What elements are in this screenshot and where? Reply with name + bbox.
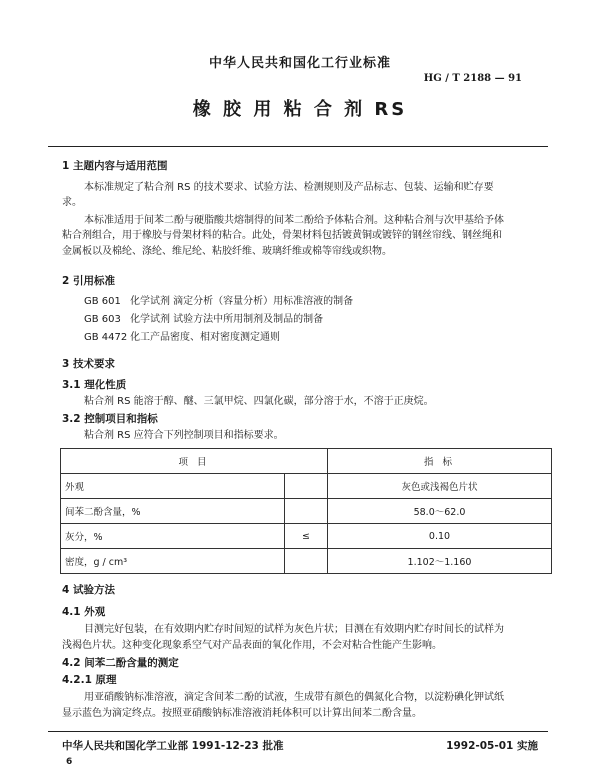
section-4-1-heading: 4.1 外观 [62,606,106,618]
reference-item [84,294,353,309]
document-title: 橡 胶 用 粘 合 剂 RS [192,99,408,120]
row-symbol [285,549,328,574]
reference-title: 化工产品密度、相对密度测定通则 [130,332,280,343]
section-3-2-text: 粘合剂 RS 应符合下列控制项目和指标要求。 [84,430,284,441]
section-4-1-line-1: 目测完好包装，在有效期内贮存时间短的试样为灰色片状；目测在有效期内贮存时间长的试样为 [84,624,504,635]
approval-note: 中华人民共和国化学工业部 1991-12-23 批准 [62,740,284,752]
section-4-2-1-line-2: 显示蓝色为滴定终点。按照亚硝酸钠标准溶液消耗体积可以计算出间苯二酚含量。 [62,708,422,719]
section-3-1-text: 粘合剂 RS 能溶于醇、醚、三氯甲烷、四氯化碳，部分溶于水，不溶于正庚烷。 [84,396,434,407]
section-4-2-1-heading: 4.2.1 原理 [62,674,117,686]
footer-divider [48,731,548,732]
row-item: 外观 [61,474,285,499]
reference-code: GB 4472 [84,332,128,343]
table-row [61,524,552,549]
row-value: 灰色或浅褐色片状 [328,474,552,499]
reference-item [84,312,323,327]
row-symbol [285,474,328,499]
column-header-value: 指 标 [328,449,552,474]
section-1-paragraph-2-line-1: 本标准适用于间苯二酚与硬脂酸共熔制得的间苯二酚给予体粘合剂。这种粘合剂与次甲基给予体 [84,215,504,226]
table-header-row [61,449,552,474]
row-value: 0.10 [328,524,552,549]
section-4-1-line-2: 浅褐色片状。这种变化现象系空气对产品表面的氧化作用，不会对粘合性能产生影响。 [62,640,442,651]
row-symbol: ≤ [285,524,328,549]
reference-title: 化学试剂 滴定分析（容量分析）用标准溶液的制备 [130,296,354,307]
section-3-2-heading: 3.2 控制项目和指标 [62,413,158,425]
row-item: 灰分，% [61,524,285,549]
section-1-heading: 1 主题内容与适用范围 [62,160,168,172]
page-number: 6 [66,757,73,767]
row-item: 密度，g / cm³ [61,549,285,574]
section-1-paragraph-2-line-2: 粘合剂组合，用于橡胶与骨架材料的粘合。此处，骨架材料包括镀黄铜或镀锌的钢丝帘线、钢丝绳和 [62,230,502,241]
section-1-paragraph-2-line-3: 金属板以及棉纶、涤纶、维尼纶、粘胶纤维、玻璃纤维或棉等帘线或织物。 [62,246,392,257]
reference-item [84,330,280,345]
section-4-2-1-line-1: 用亚硝酸钠标准溶液，滴定含间苯二酚的试液，生成带有颜色的偶氮化合物，以淀粉碘化钾试纸 [84,692,504,703]
section-4-heading: 4 试验方法 [62,584,115,596]
column-header-item: 项 目 [61,449,328,474]
section-4-2-heading: 4.2 间苯二酚含量的测定 [62,657,179,669]
effective-date: 1992-05-01 实施 [446,740,538,752]
section-1-paragraph-1-line-1: 本标准规定了粘合剂 RS 的技术要求、试验方法、检测规则及产品标志、包装、运输和贮存要 [84,182,494,193]
reference-code: GB 601 [84,296,121,307]
section-3-1-heading: 3.1 理化性质 [62,379,127,391]
row-value: 1.102～1.160 [328,549,552,574]
header-divider [48,146,548,147]
reference-title: 化学试剂 试验方法中所用制剂及制品的制备 [130,314,324,325]
row-item: 间苯二酚含量，% [61,499,285,524]
section-1-paragraph-1-line-2: 求。 [62,197,82,208]
standard-code: HG / T 2188 — 91 [423,73,522,84]
table-row [61,499,552,524]
table-row [61,474,552,499]
spec-table [60,448,552,574]
row-value: 58.0～62.0 [328,499,552,524]
section-3-heading: 3 技术要求 [62,358,115,370]
section-2-heading: 2 引用标准 [62,275,115,287]
standard-organization: 中华人民共和国化工行业标准 [208,56,391,71]
row-symbol [285,499,328,524]
reference-code: GB 603 [84,314,121,325]
table-row [61,549,552,574]
